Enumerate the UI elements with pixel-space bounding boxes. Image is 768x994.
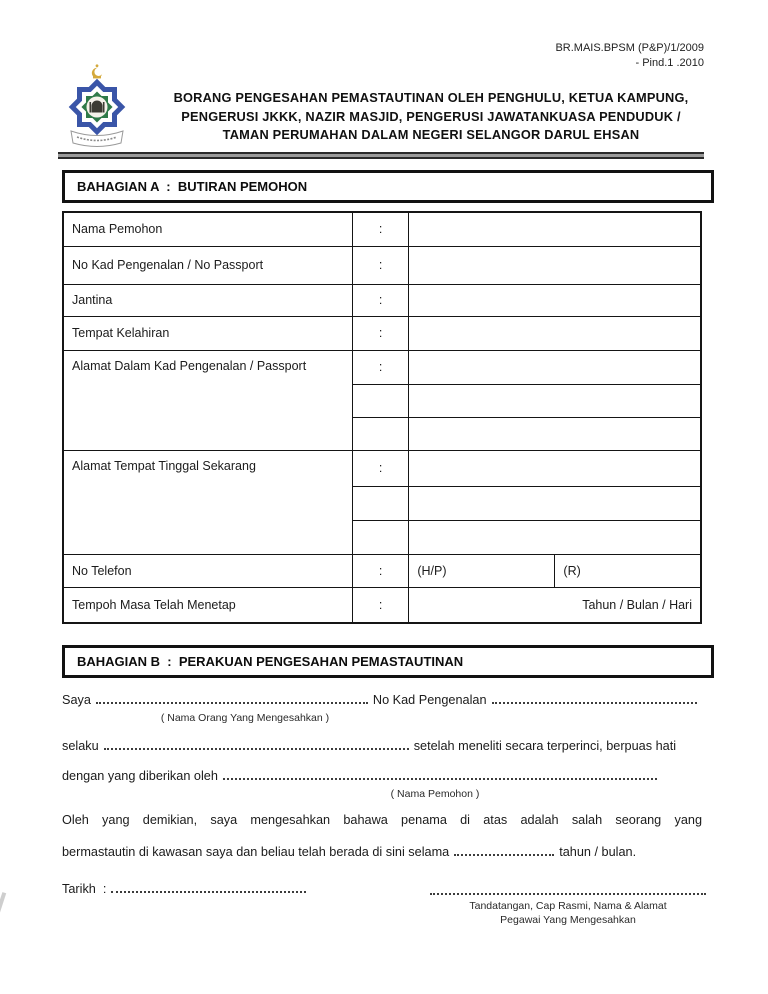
field-telefon-hp: (H/P) [409, 554, 555, 587]
form-title-line1: BORANG PENGESAHAN PEMASTAUTINAN OLEH PENGHULU, KETUA KAMPUNG, [173, 90, 689, 105]
dotted-line-selaku [104, 747, 409, 750]
colon: : [352, 212, 408, 246]
field-alamat-kad-1 [409, 350, 701, 384]
row-no-kad [63, 246, 701, 284]
label-tempoh-menetap: Tempoh Masa Telah Menetap [63, 587, 352, 623]
colon: : [352, 350, 408, 384]
label-no-telefon: No Telefon [63, 554, 352, 587]
dotted-line-nama-pengesah [96, 701, 368, 704]
form-title-line2: PENGERUSI JKKK, NAZIR MASJID, PENGERUSI JAWATANKUASA PENDUDUK / [181, 108, 681, 124]
field-telefon-rumah: (R) [555, 554, 701, 587]
field-tempat-kelahiran [409, 316, 701, 350]
signature-caption [430, 899, 706, 927]
field-jantina [409, 284, 701, 316]
dotted-line-tempoh [454, 853, 554, 856]
field-nama-pemohon [409, 212, 701, 246]
row-tempoh-menetap [63, 587, 701, 623]
row-tempat-kelahiran [63, 316, 701, 350]
para2-tail: tahun / bulan. [559, 845, 637, 859]
section-a-heading: BAHAGIAN A : BUTIRAN PEMOHON [62, 170, 714, 203]
saya-label: Saya [62, 693, 91, 707]
signature-caption-line2: Pegawai Yang Mengesahkan [500, 914, 636, 926]
dotted-line-tarikh [111, 890, 306, 893]
header-divider [58, 152, 704, 159]
dengan-label: dengan yang diberikan oleh [62, 769, 218, 783]
field-alamat-tinggal-3 [409, 520, 701, 554]
applicant-details-table [62, 211, 702, 624]
tarikh-line [62, 882, 322, 896]
declaration-para-1 [62, 813, 702, 827]
colon: : [352, 316, 408, 350]
label-tempat-kelahiran: Tempat Kelahiran [63, 316, 352, 350]
declaration-line-saya [62, 693, 702, 707]
form-title-line3: TAMAN PERUMAHAN DALAM NEGERI SELANGOR DARUL EHSAN [222, 127, 640, 142]
no-kad-label: No Kad Pengenalan [372, 693, 487, 707]
row-alamat-kad [63, 350, 701, 384]
form-reference [555, 41, 704, 71]
colon: : [352, 554, 408, 587]
declaration-line-dengan [62, 769, 702, 783]
row-nama-pemohon [63, 212, 701, 246]
form-title [148, 89, 714, 145]
label-jantina: Jantina [63, 284, 352, 316]
field-tempoh-menetap: Tahun / Bulan / Hari [409, 587, 701, 623]
declaration-line-selaku [62, 739, 702, 753]
row-jantina [63, 284, 701, 316]
dotted-line-no-kad [492, 701, 698, 704]
selaku-tail: setelah meneliti secara terperinci, berpuas hati [413, 739, 677, 753]
form-reference-line1: BR.MAIS.BPSM (P&P)/1/2009 [555, 42, 704, 54]
declaration-para-2 [62, 845, 702, 859]
label-nama-pemohon: Nama Pemohon [63, 212, 352, 246]
label-alamat-kad: Alamat Dalam Kad Pengenalan / Passport [63, 350, 352, 450]
field-alamat-tinggal-1 [409, 450, 701, 486]
form-reference-line2: - Pind.1 .2010 [635, 57, 704, 69]
colon-empty [352, 384, 408, 417]
caption-nama-pemohon: ( Nama Pemohon ) [390, 788, 480, 800]
label-alamat-tinggal: Alamat Tempat Tinggal Sekarang [63, 450, 352, 554]
colon: : [352, 246, 408, 284]
colon: : [352, 450, 408, 486]
row-alamat-tinggal [63, 450, 701, 486]
signature-caption-line1: Tandatangan, Cap Rasmi, Nama & Alamat [469, 900, 667, 912]
para1-text: Oleh yang demikian, saya mengesahkan bahawa penama di atas adalah salah seorang yang [62, 813, 702, 827]
colon: : [352, 587, 408, 623]
tarikh-label: Tarikh : [62, 882, 107, 896]
colon-empty [352, 520, 408, 554]
colon-empty [352, 486, 408, 520]
section-b-heading: BAHAGIAN B : PERAKUAN PENGESAHAN PEMASTAUTINAN [62, 645, 714, 678]
dotted-line-nama-pemohon [223, 777, 657, 780]
para2-text: bermastautin di kawasan saya dan beliau telah berada di sini selama [62, 845, 450, 859]
selaku-label: selaku [62, 739, 99, 753]
field-alamat-tinggal-2 [409, 486, 701, 520]
field-no-kad [409, 246, 701, 284]
colon-empty [352, 417, 408, 450]
caption-nama-pengesah: ( Nama Orang Yang Mengesahkan ) [160, 712, 330, 724]
scan-artifact [0, 892, 6, 920]
dotted-line-signature [430, 893, 706, 895]
field-alamat-kad-3 [409, 417, 701, 450]
mais-selangor-crest-icon [64, 64, 130, 154]
label-no-kad: No Kad Pengenalan / No Passport [63, 246, 352, 284]
row-no-telefon [63, 554, 701, 587]
colon: : [352, 284, 408, 316]
field-alamat-kad-2 [409, 384, 701, 417]
